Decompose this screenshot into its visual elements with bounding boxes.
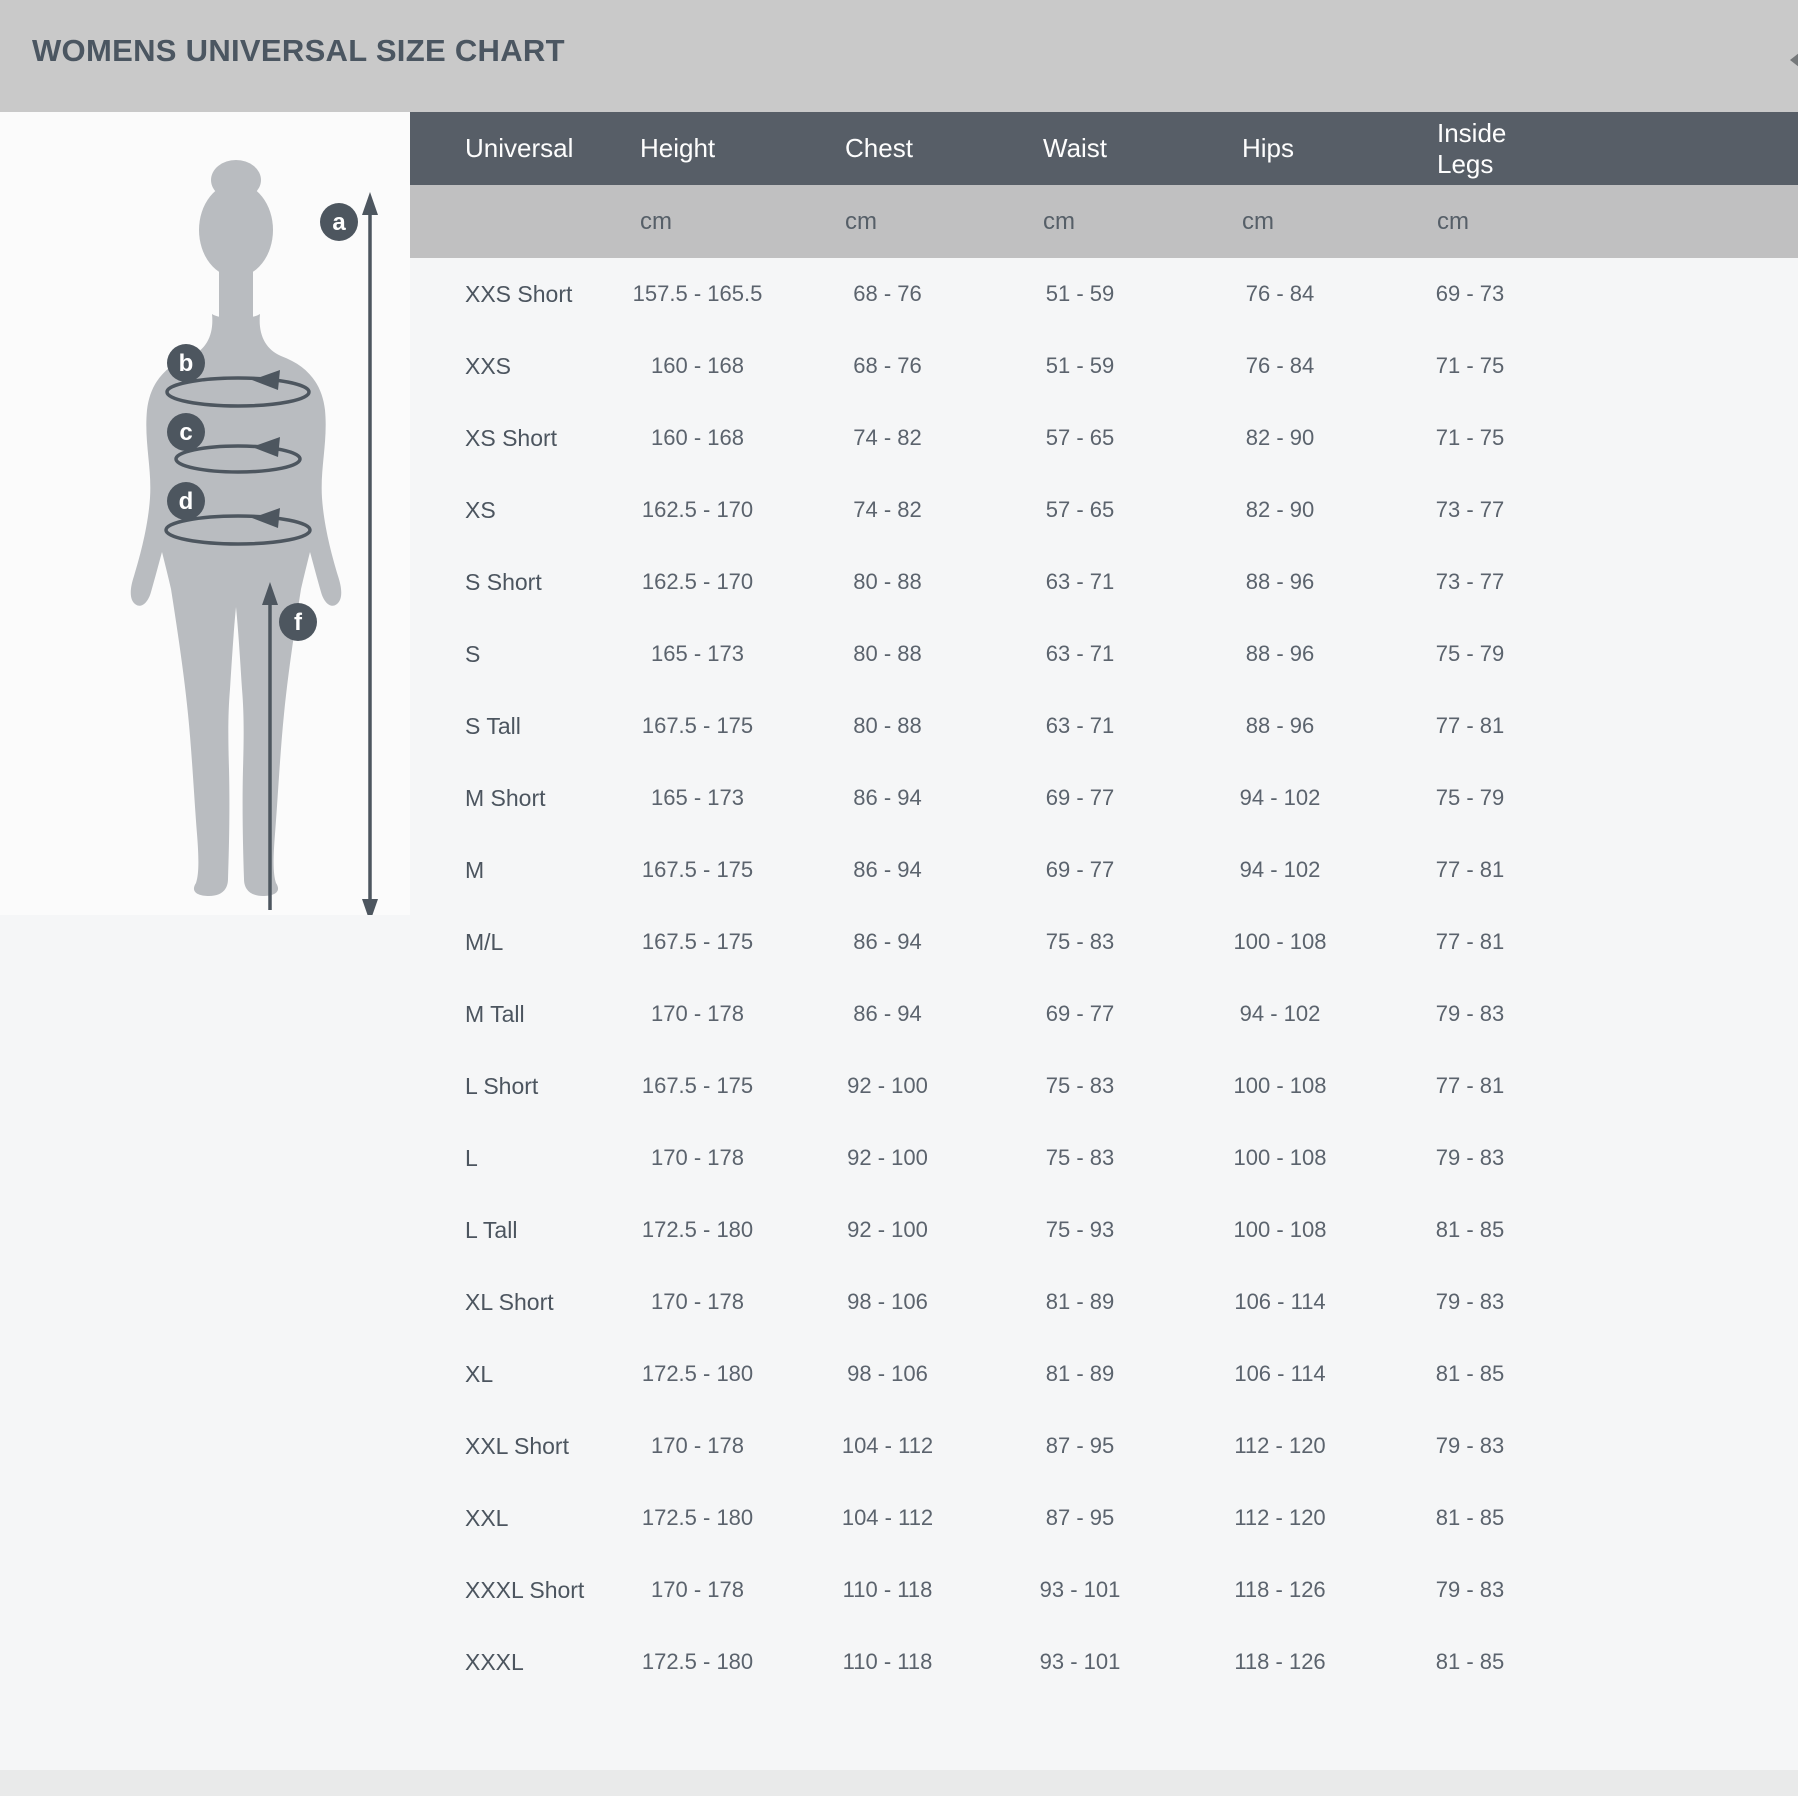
column-header-hips: Hips <box>1242 133 1295 163</box>
hips-value: 88 - 96 <box>1245 569 1315 594</box>
table-row <box>410 258 1798 330</box>
chest-value: 68 - 76 <box>853 353 922 378</box>
collapse-arrow-icon[interactable] <box>1790 49 1798 71</box>
table-row <box>410 1266 1798 1338</box>
hips-value: 88 - 96 <box>1245 641 1315 666</box>
waist-value: 75 - 83 <box>1045 929 1115 954</box>
hips-value: 112 - 120 <box>1234 1433 1326 1458</box>
chest-value: 80 - 88 <box>853 569 922 594</box>
marker-b <box>167 344 205 382</box>
height-value: 160 - 168 <box>651 353 744 378</box>
table-body <box>410 258 1798 1698</box>
waist-value: 69 - 77 <box>1045 857 1115 882</box>
units-row <box>410 185 1798 258</box>
measurement-figure-panel <box>0 112 410 915</box>
size-label: XXS Short <box>465 280 573 307</box>
size-label: L Short <box>465 1072 539 1099</box>
marker-f <box>279 603 317 641</box>
height-value: 170 - 178 <box>651 1145 744 1170</box>
size-label: S <box>465 640 481 667</box>
waist-value: 63 - 71 <box>1045 569 1115 594</box>
chest-value: 110 - 118 <box>842 1649 933 1674</box>
table-row <box>410 1554 1798 1626</box>
height-value: 167.5 - 175 <box>641 713 754 738</box>
svg-text:a: a <box>332 209 346 236</box>
units-hips: cm <box>1242 207 1274 235</box>
waist-value: 69 - 77 <box>1045 1001 1115 1026</box>
height-value: 160 - 168 <box>651 425 744 450</box>
size-label: M <box>465 856 485 883</box>
inside-legs-value: 79 - 83 <box>1435 1577 1505 1602</box>
height-value: 170 - 178 <box>651 1433 744 1458</box>
hips-value: 88 - 96 <box>1245 713 1315 738</box>
svg-text:f: f <box>294 609 302 636</box>
chest-value: 104 - 112 <box>841 1433 934 1458</box>
inside-legs-value: 81 - 85 <box>1435 1505 1505 1530</box>
chest-value: 98 - 106 <box>847 1361 928 1386</box>
chest-value: 68 - 76 <box>853 281 922 306</box>
height-value: 162.5 - 170 <box>641 497 754 522</box>
height-value: 162.5 - 170 <box>641 569 754 594</box>
chest-value: 110 - 118 <box>842 1577 933 1602</box>
height-value: 170 - 178 <box>651 1001 744 1026</box>
table-row <box>410 402 1798 474</box>
chest-value: 86 - 94 <box>853 1001 922 1026</box>
height-value: 167.5 - 175 <box>641 857 754 882</box>
marker-d <box>167 482 205 520</box>
table-row <box>410 834 1798 906</box>
inside-legs-value: 79 - 83 <box>1435 1433 1505 1458</box>
table-row <box>410 546 1798 618</box>
table-row <box>410 1338 1798 1410</box>
table-row <box>410 1122 1798 1194</box>
table-row <box>410 906 1798 978</box>
chest-value: 80 - 88 <box>853 641 922 666</box>
waist-value: 87 - 95 <box>1045 1505 1115 1530</box>
size-label: S Tall <box>465 712 521 739</box>
inside-legs-value: 75 - 79 <box>1435 785 1505 810</box>
height-value: 172.5 - 180 <box>641 1217 754 1242</box>
size-label: XXL Short <box>465 1432 569 1459</box>
inside-legs-value: 73 - 77 <box>1435 569 1505 594</box>
size-label: M Short <box>465 784 546 811</box>
table-header-row <box>410 112 1798 185</box>
chest-value: 74 - 82 <box>853 425 922 450</box>
hips-value: 94 - 102 <box>1239 1001 1321 1026</box>
hips-value: 112 - 120 <box>1234 1505 1326 1530</box>
marker-c <box>167 413 205 451</box>
waist-value: 87 - 95 <box>1045 1433 1115 1458</box>
table-row <box>410 762 1798 834</box>
bottom-edge <box>0 1770 1798 1796</box>
hips-value: 94 - 102 <box>1239 857 1321 882</box>
chest-value: 92 - 100 <box>847 1217 928 1242</box>
inside-legs-value: 71 - 75 <box>1435 425 1505 450</box>
table-row <box>410 474 1798 546</box>
table-row <box>410 1050 1798 1122</box>
hips-value: 76 - 84 <box>1245 353 1315 378</box>
inside-legs-value: 73 - 77 <box>1435 497 1505 522</box>
marker-a <box>320 203 358 241</box>
height-value: 170 - 178 <box>651 1289 744 1314</box>
chest-value: 98 - 106 <box>847 1289 928 1314</box>
size-label: XXS <box>465 352 512 379</box>
inside-legs-value: 77 - 81 <box>1435 1073 1505 1098</box>
column-header-chest: Chest <box>845 133 913 163</box>
column-header-inside-legs: Inside Legs <box>1437 117 1507 179</box>
waist-value: 93 - 101 <box>1039 1577 1121 1602</box>
waist-value: 93 - 101 <box>1039 1649 1121 1674</box>
inside-legs-value: 81 - 85 <box>1435 1217 1505 1242</box>
svg-text:b: b <box>178 350 194 377</box>
inside-legs-value: 81 - 85 <box>1435 1649 1505 1674</box>
hips-value: 100 - 108 <box>1233 929 1327 954</box>
size-label: XXXL Short <box>465 1576 585 1603</box>
column-header-height: Height <box>640 133 716 163</box>
units-inside-legs: cm <box>1437 207 1469 235</box>
table-row <box>410 618 1798 690</box>
svg-text:c: c <box>179 419 193 446</box>
page-title: WOMENS UNIVERSAL SIZE CHART <box>32 33 565 68</box>
waist-value: 75 - 93 <box>1045 1217 1115 1242</box>
column-header-waist: Waist <box>1043 133 1108 163</box>
inside-legs-value: 77 - 81 <box>1435 713 1505 738</box>
table-row <box>410 1482 1798 1554</box>
height-arrow <box>362 192 378 915</box>
measurement-diagram <box>0 112 410 915</box>
height-value: 157.5 - 165.5 <box>632 281 763 306</box>
waist-value: 81 - 89 <box>1045 1289 1115 1314</box>
size-label: M/L <box>465 928 504 955</box>
inside-legs-value: 79 - 83 <box>1435 1145 1505 1170</box>
chest-value: 80 - 88 <box>853 713 922 738</box>
hips-value: 82 - 90 <box>1245 497 1315 522</box>
inside-legs-value: 79 - 83 <box>1435 1001 1505 1026</box>
chest-value: 86 - 94 <box>853 785 922 810</box>
waist-value: 63 - 71 <box>1045 713 1115 738</box>
svg-text:d: d <box>178 488 194 515</box>
size-label: XS <box>465 496 496 523</box>
units-height: cm <box>640 207 672 235</box>
size-label: XL <box>465 1360 494 1387</box>
size-label: XXL <box>465 1504 509 1531</box>
hips-value: 94 - 102 <box>1239 785 1321 810</box>
height-value: 165 - 173 <box>651 641 744 666</box>
height-value: 172.5 - 180 <box>641 1649 754 1674</box>
inside-legs-value: 77 - 81 <box>1435 857 1505 882</box>
title-bar <box>0 0 1798 112</box>
chest-value: 104 - 112 <box>841 1505 934 1530</box>
size-label: S Short <box>465 568 542 595</box>
size-label: L <box>465 1144 478 1171</box>
waist-value: 69 - 77 <box>1045 785 1115 810</box>
size-label: L Tall <box>465 1216 518 1243</box>
height-value: 165 - 173 <box>651 785 744 810</box>
inside-legs-value: 79 - 83 <box>1435 1289 1505 1314</box>
inside-legs-value: 75 - 79 <box>1435 641 1505 666</box>
waist-value: 75 - 83 <box>1045 1073 1115 1098</box>
hips-value: 106 - 114 <box>1234 1361 1326 1386</box>
hips-value: 82 - 90 <box>1245 425 1315 450</box>
hips-value: 118 - 126 <box>1234 1649 1326 1674</box>
inside-legs-value: 69 - 73 <box>1435 281 1505 306</box>
table-row <box>410 1626 1798 1698</box>
waist-value: 75 - 83 <box>1045 1145 1115 1170</box>
units-waist: cm <box>1043 207 1075 235</box>
table-row <box>410 690 1798 762</box>
height-value: 172.5 - 180 <box>641 1505 754 1530</box>
size-label: XL Short <box>465 1288 554 1315</box>
hips-value: 106 - 114 <box>1234 1289 1326 1314</box>
height-value: 167.5 - 175 <box>641 1073 754 1098</box>
chest-value: 92 - 100 <box>847 1073 928 1098</box>
chest-value: 92 - 100 <box>847 1145 928 1170</box>
hips-value: 76 - 84 <box>1245 281 1315 306</box>
table-row <box>410 330 1798 402</box>
chest-value: 86 - 94 <box>853 857 922 882</box>
table-row <box>410 1410 1798 1482</box>
waist-value: 51 - 59 <box>1045 281 1115 306</box>
size-label: XS Short <box>465 424 558 451</box>
hips-value: 100 - 108 <box>1233 1217 1327 1242</box>
height-value: 172.5 - 180 <box>641 1361 754 1386</box>
column-header-universal: Universal <box>465 133 574 163</box>
hips-value: 118 - 126 <box>1234 1577 1326 1602</box>
waist-value: 57 - 65 <box>1045 497 1115 522</box>
size-table <box>410 112 1798 1698</box>
hips-value: 100 - 108 <box>1233 1073 1327 1098</box>
units-chest: cm <box>845 207 877 235</box>
hips-value: 100 - 108 <box>1233 1145 1327 1170</box>
table-row <box>410 1194 1798 1266</box>
waist-value: 81 - 89 <box>1045 1361 1115 1386</box>
chest-value: 86 - 94 <box>853 929 922 954</box>
height-value: 167.5 - 175 <box>641 929 754 954</box>
height-value: 170 - 178 <box>651 1577 744 1602</box>
inside-legs-value: 81 - 85 <box>1435 1361 1505 1386</box>
chest-value: 74 - 82 <box>853 497 922 522</box>
inside-legs-value: 71 - 75 <box>1435 353 1505 378</box>
waist-value: 51 - 59 <box>1045 353 1115 378</box>
size-label: XXXL <box>465 1648 524 1675</box>
waist-value: 63 - 71 <box>1045 641 1115 666</box>
inside-legs-value: 77 - 81 <box>1435 929 1505 954</box>
waist-value: 57 - 65 <box>1045 425 1115 450</box>
size-label: M Tall <box>465 1000 525 1027</box>
table-row <box>410 978 1798 1050</box>
